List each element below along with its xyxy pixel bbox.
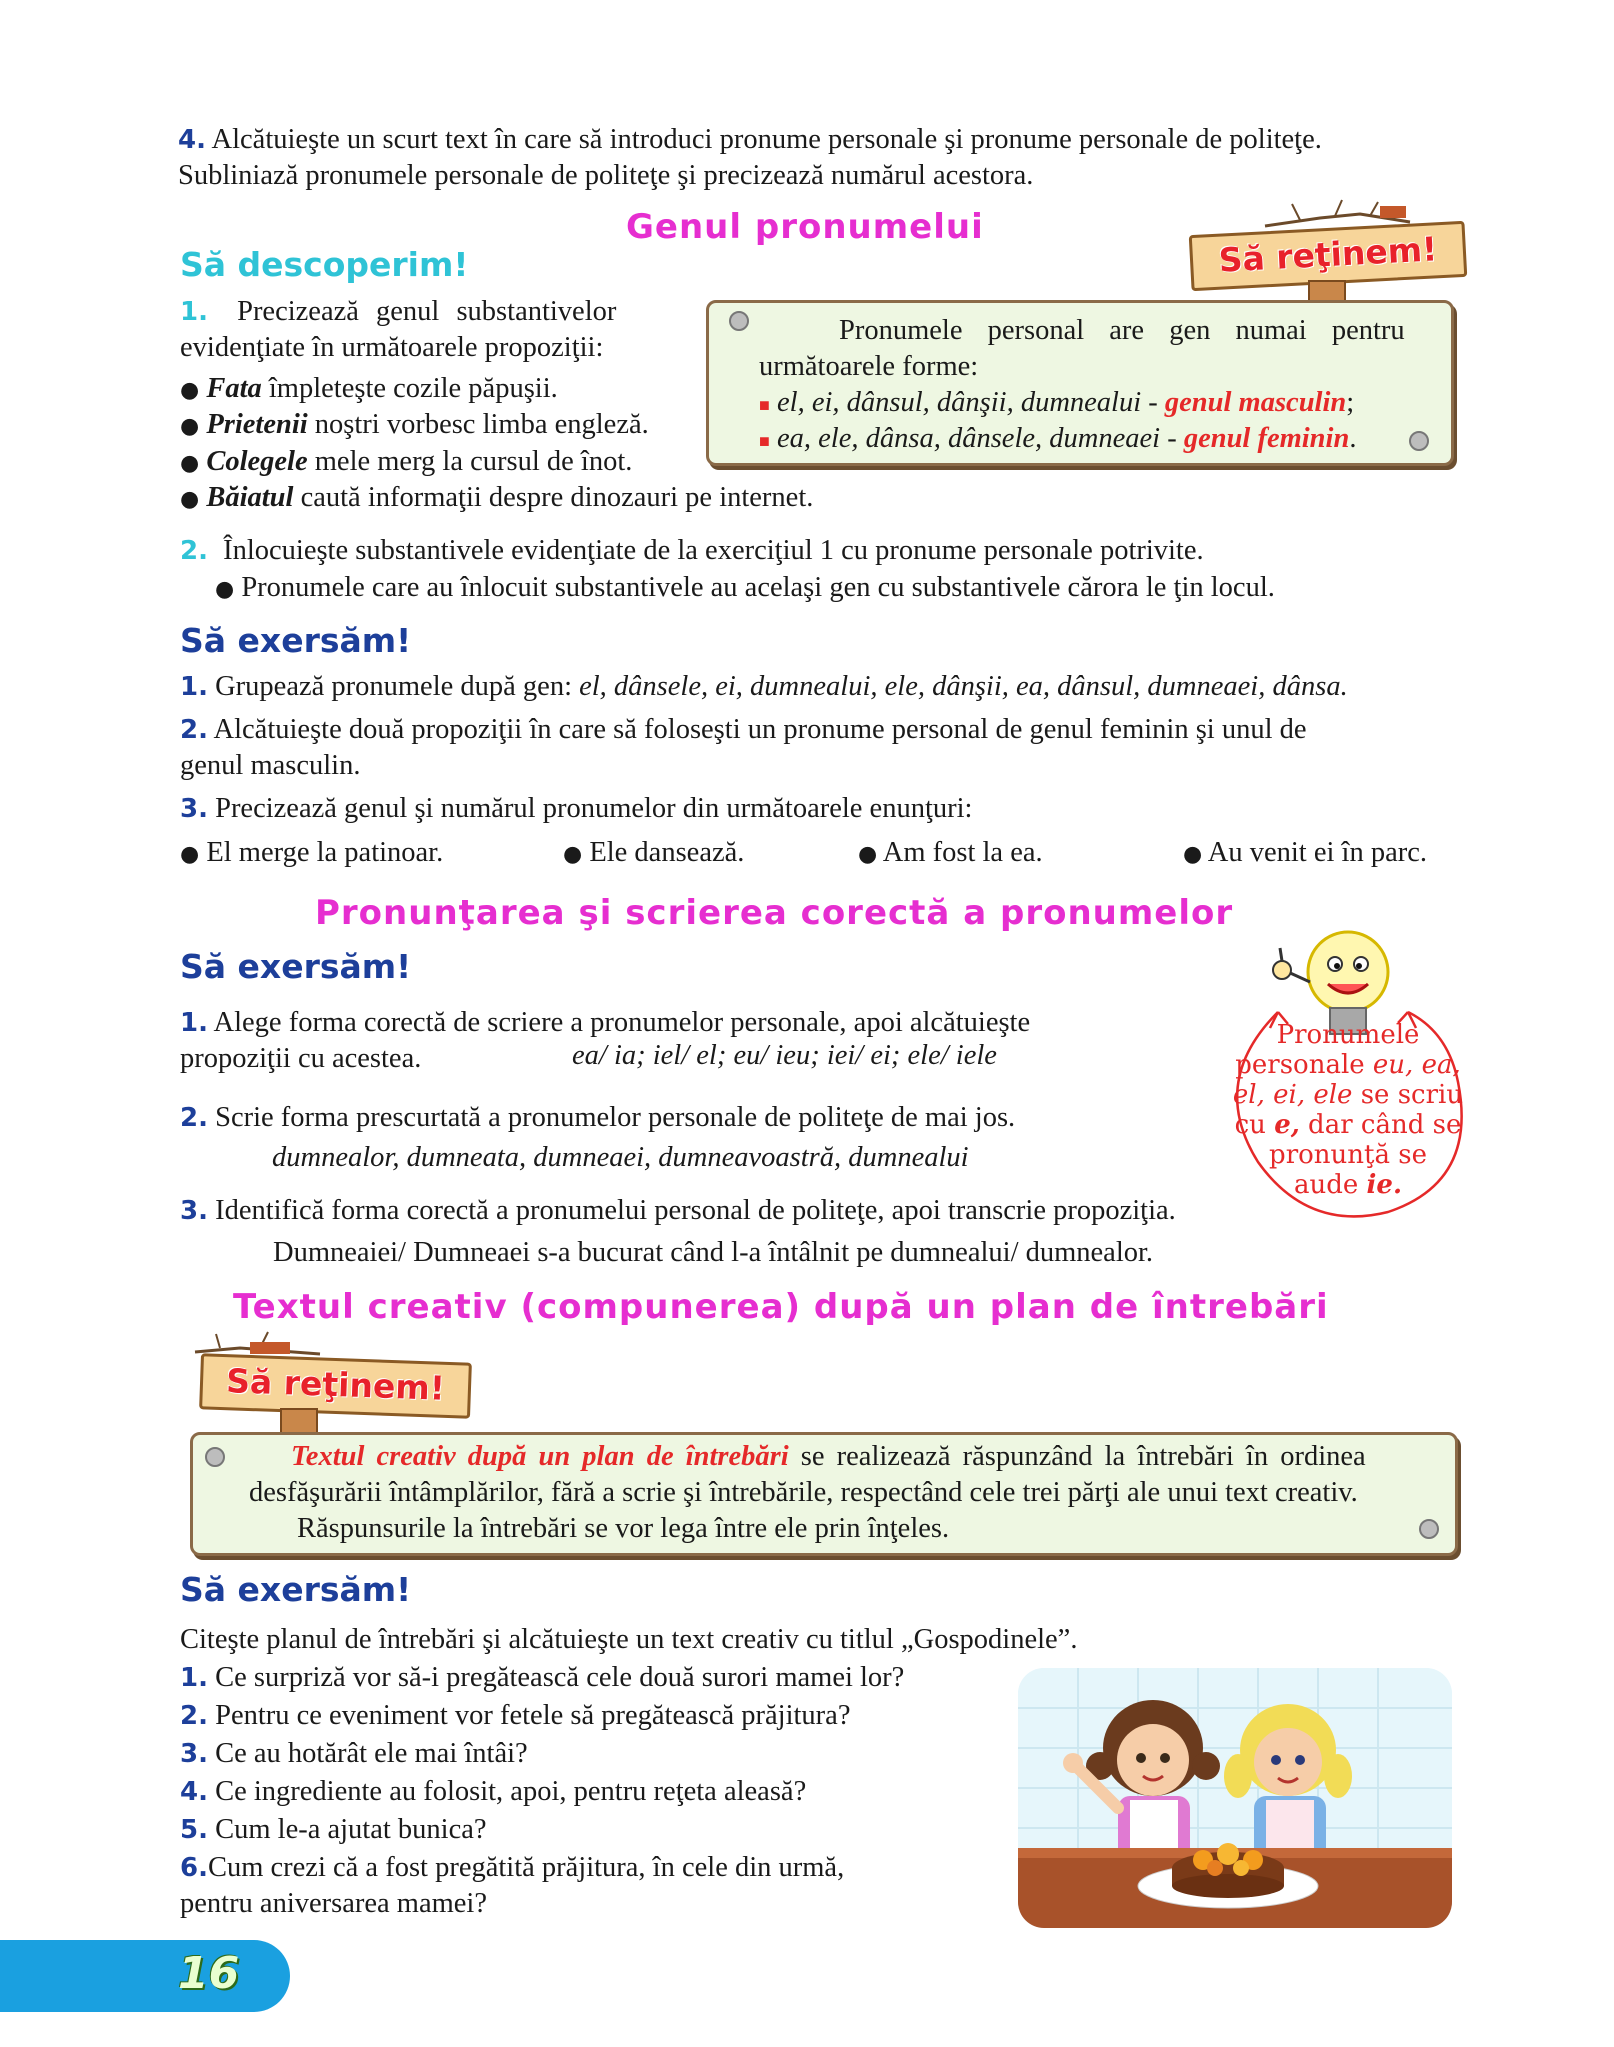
list-item: [180, 480, 813, 518]
discover-heading: Să descoperim!: [180, 245, 469, 284]
bullet-icon: ●: [180, 842, 200, 867]
question-item: [180, 1660, 904, 1696]
exercise-number: 1.: [180, 672, 208, 702]
rule-line3: Răspunsurile la întrebări se vor lega între ele prin înţeles.: [297, 1513, 950, 1544]
sentence-text: Ele dansează.: [589, 837, 745, 868]
exercise-number: 1.: [180, 1008, 208, 1038]
rule-line2: următoarele forme:: [759, 351, 979, 382]
question-text: Ce au hotărât ele mai întâi?: [215, 1738, 528, 1769]
page-number-tab: [0, 1940, 290, 2012]
remember-sign: [190, 1330, 480, 1440]
masculine-label: genul masculin: [1164, 387, 1347, 418]
question-text: Cum crezi că a fost pregătită prăjitura, în cele din urmă,: [207, 1852, 845, 1883]
question-item: [180, 1736, 528, 1772]
lightbulb-icon: [1273, 932, 1388, 1034]
question-item: [180, 1698, 850, 1734]
exercise-4-line2: Subliniază pronumele personale de politeţe şi precizează numărul acestora.: [178, 160, 1034, 191]
rule-feminine: [759, 421, 1356, 459]
question-text: Cum le-a ajutat bunica?: [215, 1814, 487, 1845]
question-text: Pentru ce eveniment vor fetele să pregătească prăjitura?: [215, 1700, 851, 1731]
exercise-number: 3.: [180, 794, 208, 824]
question-number: 5.: [180, 1815, 208, 1845]
discover-exercise-1-line1: [180, 294, 616, 330]
girls-baking-illustration: [1018, 1668, 1452, 1928]
section-title-textul-creativ: Textul creativ (compunerea) după un plan de întrebări: [233, 1287, 1329, 1327]
exercise-4-line1: [178, 122, 1322, 158]
highlighted-noun: Prietenii: [206, 409, 308, 440]
remember-sign: [1190, 196, 1470, 316]
question-item: [180, 1774, 806, 1810]
rule-scroll: [190, 1432, 1458, 1556]
s2-exercise-1-forms: ea/ ia; iel/ el; eu/ ieu; iei/ ei; ele/ iele: [572, 1040, 997, 1071]
exercise-text: Scrie forma prescurtată a pronumelor personale de politeţe de mai jos.: [215, 1102, 1016, 1133]
question-number: 3.: [180, 1739, 208, 1769]
masculine-forms: el, ei, dânsul, dânşii, dumnealui -: [777, 387, 1165, 418]
exercise-text: Alege forma corectă de scriere a pronumelor personale, apoi alcătuieşte: [213, 1007, 1031, 1038]
exercise-text: Alcătuieşte două propoziţii în care să foloseşti un pronume personal de genul feminin şi unul de: [213, 714, 1307, 745]
note-italic: eu, ea,: [1372, 1050, 1461, 1080]
sentence-rest: noştri vorbesc limba engleză.: [307, 409, 649, 440]
discover-exercise-2-line1: [180, 533, 1204, 569]
exercise-text: Grupează pronumele după gen:: [215, 671, 580, 702]
note-line: [1218, 1050, 1478, 1080]
note-text: personale: [1235, 1050, 1373, 1080]
note-bold: ie.: [1366, 1170, 1403, 1200]
list-item: [180, 371, 558, 409]
practice-heading: Să exersăm!: [180, 1570, 412, 1609]
sentence-text: Am fost la ea.: [882, 837, 1043, 868]
sentence-item: [858, 835, 1043, 873]
list-item: [180, 407, 649, 445]
sentence-item: [1183, 835, 1427, 873]
question-item: [180, 1850, 844, 1886]
feminine-label: genul feminin: [1183, 423, 1350, 454]
question-item-continued: pentru aniversarea mamei?: [180, 1888, 488, 1919]
question-text: Ce surpriză vor să-i pregătească cele două surori mamei lor?: [215, 1662, 905, 1693]
rule-masculine: [759, 385, 1354, 423]
creative-text-intro: Citeşte planul de întrebări şi alcătuieşte un text creativ cu titlul „Gospodinele”.: [180, 1624, 1078, 1655]
highlighted-noun: Fata: [206, 373, 262, 404]
feminine-forms: ea, ele, dânsa, dânsele, dumneaei -: [777, 423, 1184, 454]
rule-line1: [291, 1439, 1366, 1475]
sentence-item: [180, 835, 443, 873]
remember-sign-label: Să reţinem!: [1217, 229, 1439, 280]
practice-exercise-3: [180, 791, 972, 827]
list-item: [180, 444, 632, 482]
note-text: se scriu: [1352, 1080, 1464, 1110]
s2-exercise-1-line2: propoziţii cu acestea.: [180, 1043, 422, 1074]
s2-exercise-3-line2: Dumneaiei/ Dumneaei s-a bucurat când l-a întâlnit pe dumnealui/ dumnealor.: [273, 1237, 1154, 1268]
bullet-icon: ●: [858, 842, 878, 867]
rule-line2: desfăşurării întâmplărilor, fără a scrie şi întrebările, respectând cele trei părţi ale unui text creativ.: [249, 1477, 1358, 1508]
note-line: [1218, 1110, 1478, 1140]
exercise-text: Precizează genul substantivelor: [237, 296, 617, 327]
sentence-rest: mele merg la cursul de înot.: [307, 446, 633, 477]
bullet-icon: ●: [180, 487, 200, 512]
note-text: cu: [1234, 1110, 1275, 1140]
bullet-icon: ●: [180, 378, 200, 403]
note-bold: e,: [1274, 1110, 1300, 1140]
pronoun-list: el, dânsele, ei, dumnealui, ele, dânşii, ea, dânsul, dumneaei, dânsa.: [579, 671, 1348, 702]
rule-line1: Pronumele personal are gen numai pentru: [839, 315, 1405, 346]
pin-icon: [205, 1447, 225, 1467]
bullet-icon: ●: [180, 451, 200, 476]
note-italic: el, ei, ele: [1232, 1080, 1353, 1110]
sentence-rest: caută informaţii despre dinozauri pe internet.: [293, 482, 814, 513]
remember-sign-board: [199, 1353, 472, 1418]
s2-exercise-2-forms: dumnealor, dumneata, dumneaei, dumneavoastră, dumnealui: [272, 1142, 969, 1173]
bullet-icon: ●: [563, 842, 583, 867]
page-number: 16: [178, 1948, 240, 1999]
practice-heading: Să exersăm!: [180, 947, 412, 986]
s2-exercise-3-line1: [180, 1193, 1176, 1229]
highlighted-noun: Băiatul: [206, 482, 294, 513]
sentence-text: El merge la patinoar.: [206, 837, 444, 868]
square-bullet-icon: ■: [759, 431, 770, 451]
question-text: Ce ingrediente au folosit, apoi, pentru reţeta aleasă?: [215, 1776, 807, 1807]
practice-exercise-1: [180, 669, 1348, 705]
question-number: 1.: [180, 1663, 208, 1693]
exercise-number: 2.: [180, 536, 208, 566]
question-number: 4.: [180, 1777, 208, 1807]
remember-sign-label: Să reţinem!: [225, 1361, 446, 1408]
exercise-text: Alcătuieşte un scurt text în care să introduci pronume personale şi pronume personale de politeţe.: [211, 124, 1322, 155]
sentence-item: [563, 835, 744, 873]
exercise-text: Precizează genul şi numărul pronumelor din următoarele enunţuri:: [215, 793, 973, 824]
pronunciation-note: [1218, 1020, 1478, 1200]
bullet-icon: ●: [1183, 842, 1203, 867]
note-text: aude: [1293, 1170, 1367, 1200]
punctuation: ;: [1346, 387, 1355, 418]
exercise-number: 4.: [178, 125, 206, 155]
exercise-number: 2.: [180, 715, 208, 745]
s2-exercise-1-line1: [180, 1005, 1030, 1041]
practice-heading: Să exersăm!: [180, 621, 412, 660]
punctuation: .: [1349, 423, 1357, 454]
note-line: Pronumele: [1276, 1020, 1420, 1050]
rule-scroll: [706, 300, 1454, 466]
note-text: dar când se: [1299, 1110, 1462, 1140]
discover-exercise-2-line2: [215, 570, 1275, 608]
sentence-text: Au venit ei în parc.: [1207, 837, 1427, 868]
girls-baking-image: [1018, 1668, 1452, 1928]
section-title-genul: Genul pronumelui: [626, 207, 984, 247]
exercise-number: 3.: [180, 1196, 208, 1226]
note-line: [1218, 1080, 1478, 1110]
rule-text: se realizează răspunzând la întrebări în ordinea: [788, 1441, 1366, 1472]
note-line: [1218, 1170, 1478, 1200]
exercise-text: Identifică forma corectă a pronumelui personal de politeţe, apoi transcrie propoziţia.: [215, 1195, 1176, 1226]
highlighted-noun: Colegele: [206, 446, 308, 477]
bullet-icon: ●: [180, 414, 200, 439]
question-number: 6.: [180, 1853, 208, 1883]
sentence-rest: împleteşte cozile păpuşii.: [261, 373, 558, 404]
pin-icon: [1419, 1519, 1439, 1539]
bullet-icon: ●: [215, 577, 235, 602]
exercise-number: 1.: [180, 297, 208, 327]
question-number: 2.: [180, 1701, 208, 1731]
exercise-text: Pronumele care au înlocuit substantivele au acelaşi gen cu substantivele cărora le ţin locul.: [241, 572, 1275, 603]
exercise-number: 2.: [180, 1103, 208, 1133]
square-bullet-icon: ■: [759, 395, 770, 415]
exercise-text: Înlocuieşte substantivele evidenţiate de la exerciţiul 1 cu pronume personale potrivite.: [223, 535, 1204, 566]
section-title-pronuntarea: Pronunţarea şi scrierea corectă a pronumelor: [315, 893, 1234, 933]
practice-exercise-2-line2: genul masculin.: [180, 750, 361, 781]
practice-exercise-2-line1: [180, 712, 1307, 748]
s2-exercise-2-line1: [180, 1100, 1015, 1136]
pin-icon: [1409, 431, 1429, 451]
discover-exercise-1-line2: evidenţiate în următoarele propoziţii:: [180, 332, 604, 363]
note-line: pronunţă se: [1269, 1140, 1427, 1170]
pin-icon: [729, 311, 749, 331]
question-item: [180, 1812, 487, 1848]
rule-term: Textul creativ după un plan de întrebări: [291, 1441, 789, 1472]
